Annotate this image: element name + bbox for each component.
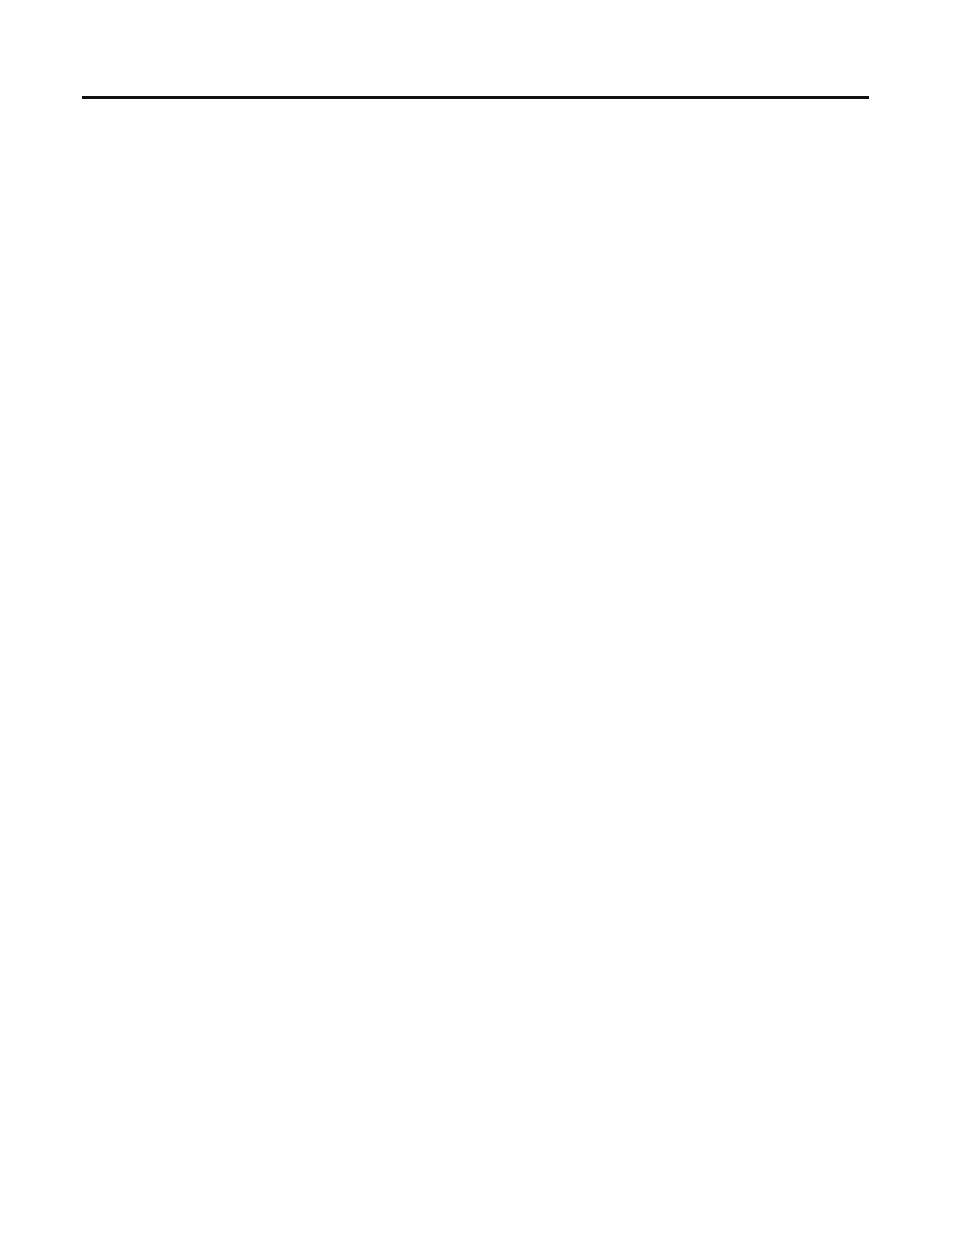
header-rule <box>82 96 869 99</box>
toc-wrapped-title <box>348 135 868 157</box>
toc-top-block <box>348 135 868 157</box>
